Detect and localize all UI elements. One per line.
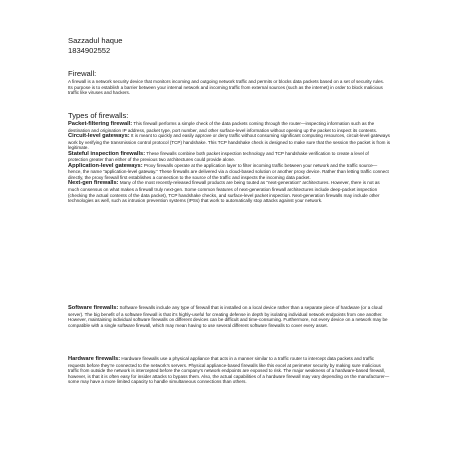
stateful-text: These firewalls combine both packet inspection technology and TCP handshake verification to create a level of protection greater than either of the previous two architectures could provide alone. — [68, 150, 369, 163]
author-block — [68, 36, 122, 55]
firewall-heading: Firewall: — [68, 69, 97, 78]
software-paragraph — [68, 305, 390, 328]
application-level-paragraph — [68, 163, 390, 181]
circuit-level-paragraph — [68, 133, 390, 151]
firewall-section — [68, 69, 390, 96]
types-heading: Types of firewalls: — [68, 111, 129, 120]
packet-filtering-text: This firewall performs a simple check of the data packets coming through the router—inspecting information such as the destination and origination IP address, packet type, port number, and other surface-level information without opening up the packet to inspect its contents. — [68, 121, 378, 133]
next-gen-paragraph — [68, 180, 390, 203]
hardware-text: Hardware firewalls use a physical appliance that acts in a manner similar to a traffic router to intercept data packets and traffic requests before they’re connected to the network’s servers. Physical appliance-based firewalls like this excel at perimeter security by making sure malicious traffic from outside the network is intercepted before the company’s network endpoints are exposed to risk. The major weakness of a hardware-based firewall, however, is that it is often easy for insider attacks to bypass them. Also, the actual capabilities of a hardware firewall may vary depending on the manufacturer—some may have a more limited capacity to handle simultaneous connections than others. — [68, 356, 390, 385]
software-term: Software firewalls: — [68, 305, 119, 311]
stateful-term: Stateful inspection firewalls: — [68, 150, 146, 157]
packet-filtering-paragraph — [68, 121, 390, 133]
firewall-paragraph: A firewall is a network security device that monitors incoming and outgoing network traffic and permits or blocks data packets based on a set of security rules. Its purpose is to establish a barrier between your internal network and incoming traffic from external sources (such as the internet) in order to block malicious traffic like viruses and hackers. — [68, 79, 385, 96]
application-level-term: Application-level gateways: — [68, 162, 143, 169]
packet-filtering-term: Packet-filtering firewall: — [68, 121, 133, 127]
author-id: 1834902552 — [68, 45, 111, 55]
hardware-term: Hardware firewalls: — [68, 356, 121, 362]
hardware-section — [68, 356, 390, 385]
software-text: Software firewalls include any type of firewall that is installed on a local device rather than a separate piece of hardware (or a cloud server). The big benefit of a software firewall is that it’s highly-useful for creating defense in depth by isolating individual network endpoints from one another. However, maintaining individual software firewalls on different devices can be difficult and time-consuming. Furthermore, not every device on a network may be compatible with a single software firewall, which may mean having to use several different software firewalls to cover every asset. — [68, 305, 388, 328]
circuit-level-text: It is meant to quickly and easily approve or deny traffic without consuming significant computing resources, circuit-level gateways work by verifying the transmission control protocol (TCP) handshake. This TCP handshake check is designed to make sure that the session the packet is from is legitimate. — [68, 133, 390, 151]
software-section — [68, 305, 390, 328]
next-gen-term: Next-gen firewalls: — [68, 180, 119, 187]
hardware-paragraph — [68, 356, 390, 385]
circuit-level-term: Circuit-level gateways: — [68, 133, 130, 140]
author-name: Sazzadul haque — [68, 36, 123, 45]
application-level-text: Proxy firewalls operate at the application layer to filter incoming traffic between your network and the traffic source—hence, the name “application-level gateway.” These firewalls are delivered via a cloud-based solution or another proxy device. Rather than letting traffic connect directly, the proxy firewall first establishes a connection to the source of the traffic and inspects the incoming data packet. — [68, 162, 389, 180]
next-gen-text: Many of the most recently-released firewall products are being touted as “next-generation” architectures. However, there is not as much consensus on what makes a firewall truly next-gen. Some common features of next-generation firewall architectures include deep-packet inspection (checking the actual contents of the data packet), TCP handshake checks, and surface-level packet inspection. Next-generation firewalls may include other technologies as well, such as intrusion prevention systems (IPSs) that work to automatically stop attacks against your network. — [68, 180, 380, 204]
stateful-paragraph — [68, 151, 390, 163]
types-section — [68, 111, 390, 204]
